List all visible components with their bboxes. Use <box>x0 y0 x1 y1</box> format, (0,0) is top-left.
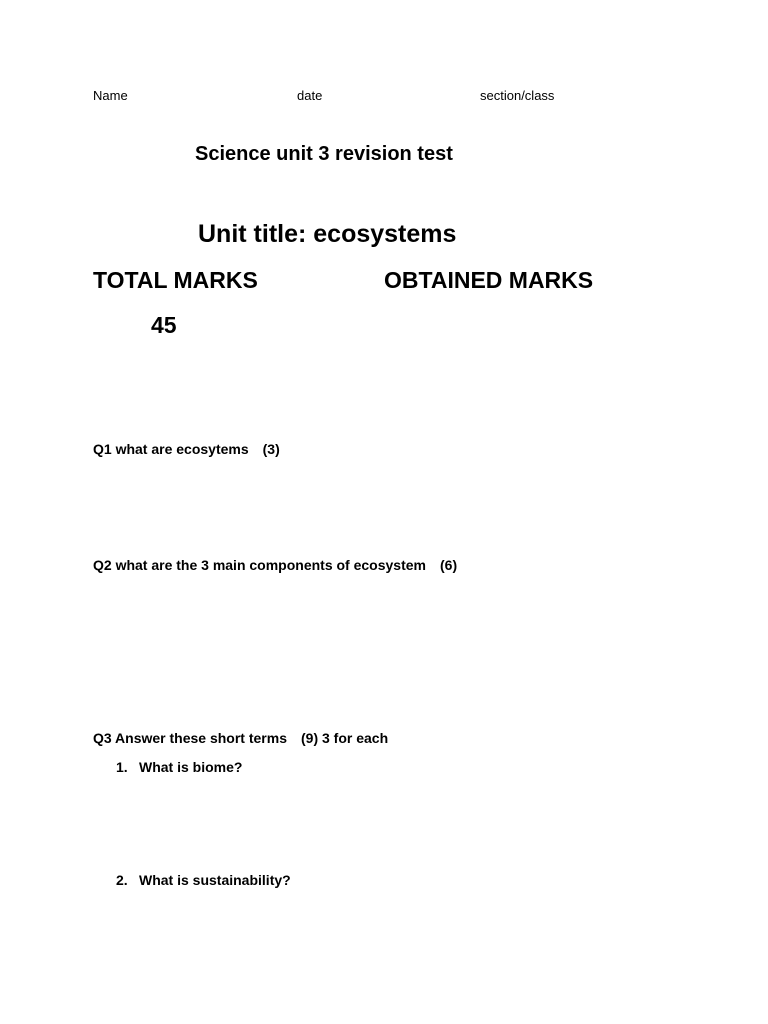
sub-question-1-number: 1. <box>116 759 128 775</box>
sub-question-2-number: 2. <box>116 872 128 888</box>
total-marks-label: TOTAL MARKS <box>93 267 258 293</box>
unit-title: Unit title: ecosystems <box>198 220 457 248</box>
question-3 <box>93 730 388 746</box>
sub-question-1 <box>116 759 242 775</box>
question-1-marks: (3) <box>262 441 280 457</box>
question-2-text: Q2 what are the 3 main components of ecosystem <box>93 557 426 573</box>
name-label: Name <box>93 88 128 103</box>
sub-question-2-text: What is sustainability? <box>139 872 291 888</box>
sub-question-1-text: What is biome? <box>139 759 243 775</box>
question-2-marks: (6) <box>440 557 458 573</box>
obtained-marks-label: OBTAINED MARKS <box>384 267 594 293</box>
date-label: date <box>297 88 323 103</box>
section-class-label: section/class <box>480 88 555 103</box>
question-3-text: Q3 Answer these short terms <box>93 730 287 746</box>
question-1-text: Q1 what are ecosytems <box>93 441 249 457</box>
sub-question-2 <box>116 872 291 888</box>
test-title: Science unit 3 revision test <box>195 143 453 165</box>
question-3-marks: (9) 3 for each <box>301 730 389 746</box>
question-1 <box>93 441 280 457</box>
question-2 <box>93 557 457 573</box>
total-marks-value: 45 <box>151 312 177 338</box>
